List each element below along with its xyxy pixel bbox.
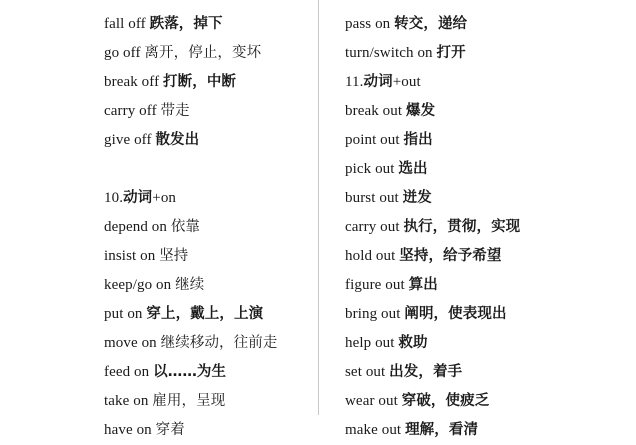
entry-translation: 离开，停止，变坏 [144,45,262,61]
entry-term: point out [345,132,404,148]
section-label-zh: 动词 [123,190,153,206]
vocabulary-entry [104,213,310,242]
entry-term: turn/switch on [345,45,437,61]
entry-term: wear out [345,393,402,409]
entry-term: carry off [104,103,161,119]
entry-translation: 迸发 [402,190,432,206]
vocabulary-entry [104,126,310,155]
entry-translation: 带走 [160,103,190,119]
vocabulary-entry [345,184,628,213]
entry-term: fall off [104,16,150,32]
section-number: 10. [104,190,124,206]
right-column [318,0,636,438]
entry-term: bring out [345,306,405,322]
entry-translation: 理解，看清 [405,422,479,438]
vocabulary-entry [345,155,628,184]
entry-term: go off [104,45,145,61]
vocabulary-entry [104,242,310,271]
entry-translation: 指出 [403,132,433,148]
entry-term: feed on [104,364,154,380]
vocabulary-entry [345,387,628,416]
section-heading [345,68,628,97]
entry-term: move on [104,335,161,351]
entry-translation: 穿着 [155,422,185,438]
entry-translation: 继续移动，往前走 [160,335,278,351]
vocabulary-entry [104,271,310,300]
section-heading [104,184,310,213]
entry-term: put on [104,306,147,322]
entry-translation: 散发出 [155,132,200,148]
vocabulary-entry [345,10,628,39]
vocabulary-entry [104,358,310,387]
entry-term: carry out [345,219,404,235]
entry-translation: 依靠 [170,219,201,235]
entry-term: break off [104,74,164,90]
section-label-zh: 动词 [363,74,393,90]
entry-term: pass on [345,16,395,32]
entry-term: have on [104,422,156,438]
entry-term: help out [345,335,399,351]
vocabulary-entry [104,387,310,416]
entry-translation: 执行，贯彻，实现 [403,219,521,235]
entry-term: figure out [345,277,409,293]
vocabulary-entry [104,39,310,68]
vocabulary-entry [104,300,310,329]
vocabulary-entry [345,358,628,387]
left-column [0,0,318,438]
vocabulary-entry [345,300,628,329]
entry-term: set out [345,364,390,380]
entry-translation: 选出 [398,161,428,177]
section-label-suffix: +on [152,190,177,206]
vocabulary-entry [345,242,628,271]
vocabulary-entry [345,39,628,68]
entry-term: make out [345,422,406,438]
entry-translation: 打开 [436,45,466,61]
entry-term: burst out [345,190,403,206]
entry-term: give off [104,132,156,148]
vocabulary-entry [345,416,628,445]
vocabulary-entry [104,329,310,358]
entry-translation: 转交，递给 [394,16,468,32]
entry-translation: 跌落，掉下 [149,16,223,32]
section-number: 11. [345,74,364,90]
entry-translation: 阐明，使表现出 [404,306,507,322]
entry-translation: 以……为生 [153,364,227,380]
vocabulary-entry [345,97,628,126]
entry-translation: 打断，中断 [163,74,237,90]
entry-term: hold out [345,248,400,264]
entry-translation: 坚持 [159,248,189,264]
entry-translation: 出发，着手 [389,364,463,380]
entry-term: depend on [104,219,171,235]
vocabulary-entry [345,271,628,300]
vocabulary-entry [104,68,310,97]
entry-translation: 雇用，呈现 [152,393,226,409]
entry-translation: 爆发 [405,103,436,119]
vocabulary-entry [104,416,310,445]
vocabulary-entry [104,10,310,39]
entry-term: take on [104,393,153,409]
entry-translation: 算出 [408,277,438,293]
entry-term: break out [345,103,406,119]
vocabulary-entry [104,97,310,126]
entry-term: keep/go on [104,277,176,293]
entry-term: pick out [345,161,399,177]
vocabulary-entry [345,126,628,155]
entry-translation: 穿破，使疲乏 [401,393,490,409]
entry-translation: 继续 [175,277,205,293]
entry-translation: 穿上，戴上，上演 [146,306,264,322]
vocabulary-entry [345,329,628,358]
entry-term: insist on [104,248,160,264]
spacer-line [104,155,310,184]
vocabulary-entry [345,213,628,242]
entry-translation: 救助 [398,335,428,351]
section-label-suffix: +out [392,74,421,90]
entry-translation: 坚持，给予希望 [399,248,502,264]
